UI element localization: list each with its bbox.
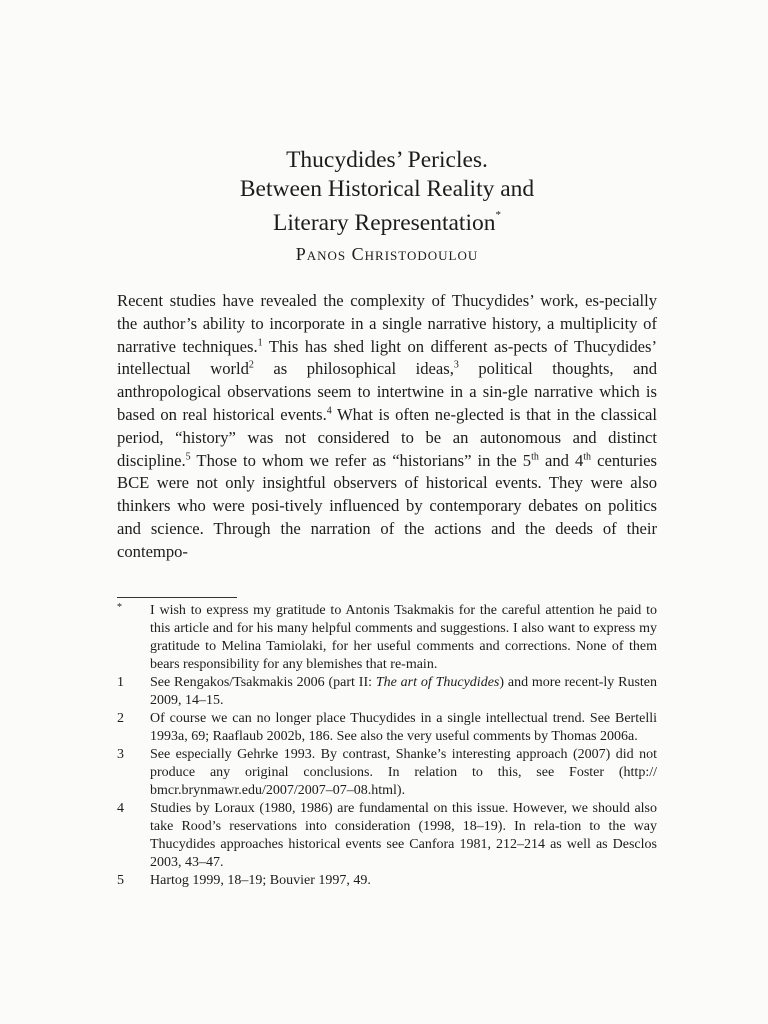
body-text-6: Those to whom we refer as “historians” in the 5 xyxy=(190,450,532,470)
footnote-divider xyxy=(117,597,237,598)
article-page xyxy=(117,0,657,1024)
footnote-ref-4: 4 xyxy=(326,405,332,417)
footnote-text-part: ) and more recent-ly Rusten 2009, 14–15. xyxy=(150,675,657,708)
ordinal-suffix-th: th xyxy=(583,451,592,463)
ordinal-suffix-th: th xyxy=(531,451,539,463)
footnote-item xyxy=(117,746,657,800)
footnote-item xyxy=(117,800,657,872)
footnote-ref-3: 3 xyxy=(453,359,459,371)
footnote-item xyxy=(117,710,657,746)
footnote-mark: 3 xyxy=(117,747,124,762)
footnote-ref-1: 1 xyxy=(257,337,263,349)
footnote-item xyxy=(117,872,657,890)
body-text-5: What is often ne-glected is that in the classical period, “history” was not considered to be an autonomous and distinct discipline. xyxy=(117,404,657,470)
footnote-mark: 1 xyxy=(117,675,124,690)
body-text-1: Recent studies have revealed the complexity of Thucydides’ work, es-pecially the author’s ability to incorporate in a single narrative history, a multiplicity of narrative techniques. xyxy=(117,291,657,356)
footnote-text: Studies by Loraux (1980, 1986) are fundamental on this issue. However, we should also take Rood’s reservations into consideration (1998, 18–19). In rela-tion to the way Thucydides approaches historical events see Canfora 1981, 212–214 as well as Desclos 2003, 43–47. xyxy=(150,801,657,870)
footnote-mark: 2 xyxy=(117,711,124,726)
title-footnote-mark: * xyxy=(495,209,501,221)
body-text-8: centuries BCE were not only insightful observers of historical events. They were also thinkers who were posi-tively influenced by contemporary debates on politics and science. Through the narration of the actions and the deeds of their contempo- xyxy=(117,450,657,561)
body-paragraph xyxy=(117,290,657,564)
body-text-7: and 4 xyxy=(538,450,584,470)
footnote-text: Of course we can no longer place Thucydides in a single intellectual trend. See Bertelli 1993a, 69; Raaflaub 2002b, 186. See also the very useful comments by Thomas 2006a. xyxy=(150,711,657,744)
footnote-mark: 5 xyxy=(117,873,124,888)
title-line-2: Between Historical Reality and xyxy=(239,176,535,202)
footnote-mark: * xyxy=(117,602,122,613)
body-text-3: as philosophical ideas, xyxy=(253,359,454,379)
title-line-1: Thucydides’ Pericles. xyxy=(286,147,488,173)
footnotes xyxy=(117,602,657,890)
title-line-3 xyxy=(117,204,657,238)
footnote-text: I wish to express my gratitude to Antonis Tsakmakis for the careful attention he paid to this article and for his many helpful comments and suggestions. I also want to express my gratitude to Melina Tamiolaki, for her useful comments and corrections. None of them bears responsibility for any blemishes that re-main. xyxy=(150,603,657,672)
footnote-text-part: See Rengakos/Tsakmakis 2006 (part II: xyxy=(150,675,376,690)
footnote-text: Hartog 1999, 18–19; Bouvier 1997, 49. xyxy=(150,873,371,888)
footnote-text: See especially Gehrke 1993. By contrast, Shanke’s interesting approach (2007) did not produce any original conclusions. In relation to this, see Foster (http:// bmcr.brynmawr.edu/2007/2007–07–08.html). xyxy=(150,747,657,798)
author-name: Panos Christodoulou xyxy=(295,244,479,264)
footnote-item xyxy=(117,602,657,674)
footnote-italic-title: The art of Thucydides xyxy=(375,675,500,690)
body-text-2: This has shed light on different as-pects of Thucydides’ intellectual world xyxy=(117,336,657,379)
title-line-3-text: Literary Representation xyxy=(272,209,496,236)
footnote-mark: 4 xyxy=(117,801,124,816)
article-title xyxy=(117,146,657,238)
footnote-ref-2: 2 xyxy=(248,359,254,371)
body-text-4: political thoughts, and anthropological observations seem to intertwine in a sin-gle narrative which is based on real historical events. xyxy=(117,359,657,424)
footnote-text xyxy=(150,674,657,710)
footnote-ref-5: 5 xyxy=(185,451,191,463)
footnote-item xyxy=(117,674,657,710)
